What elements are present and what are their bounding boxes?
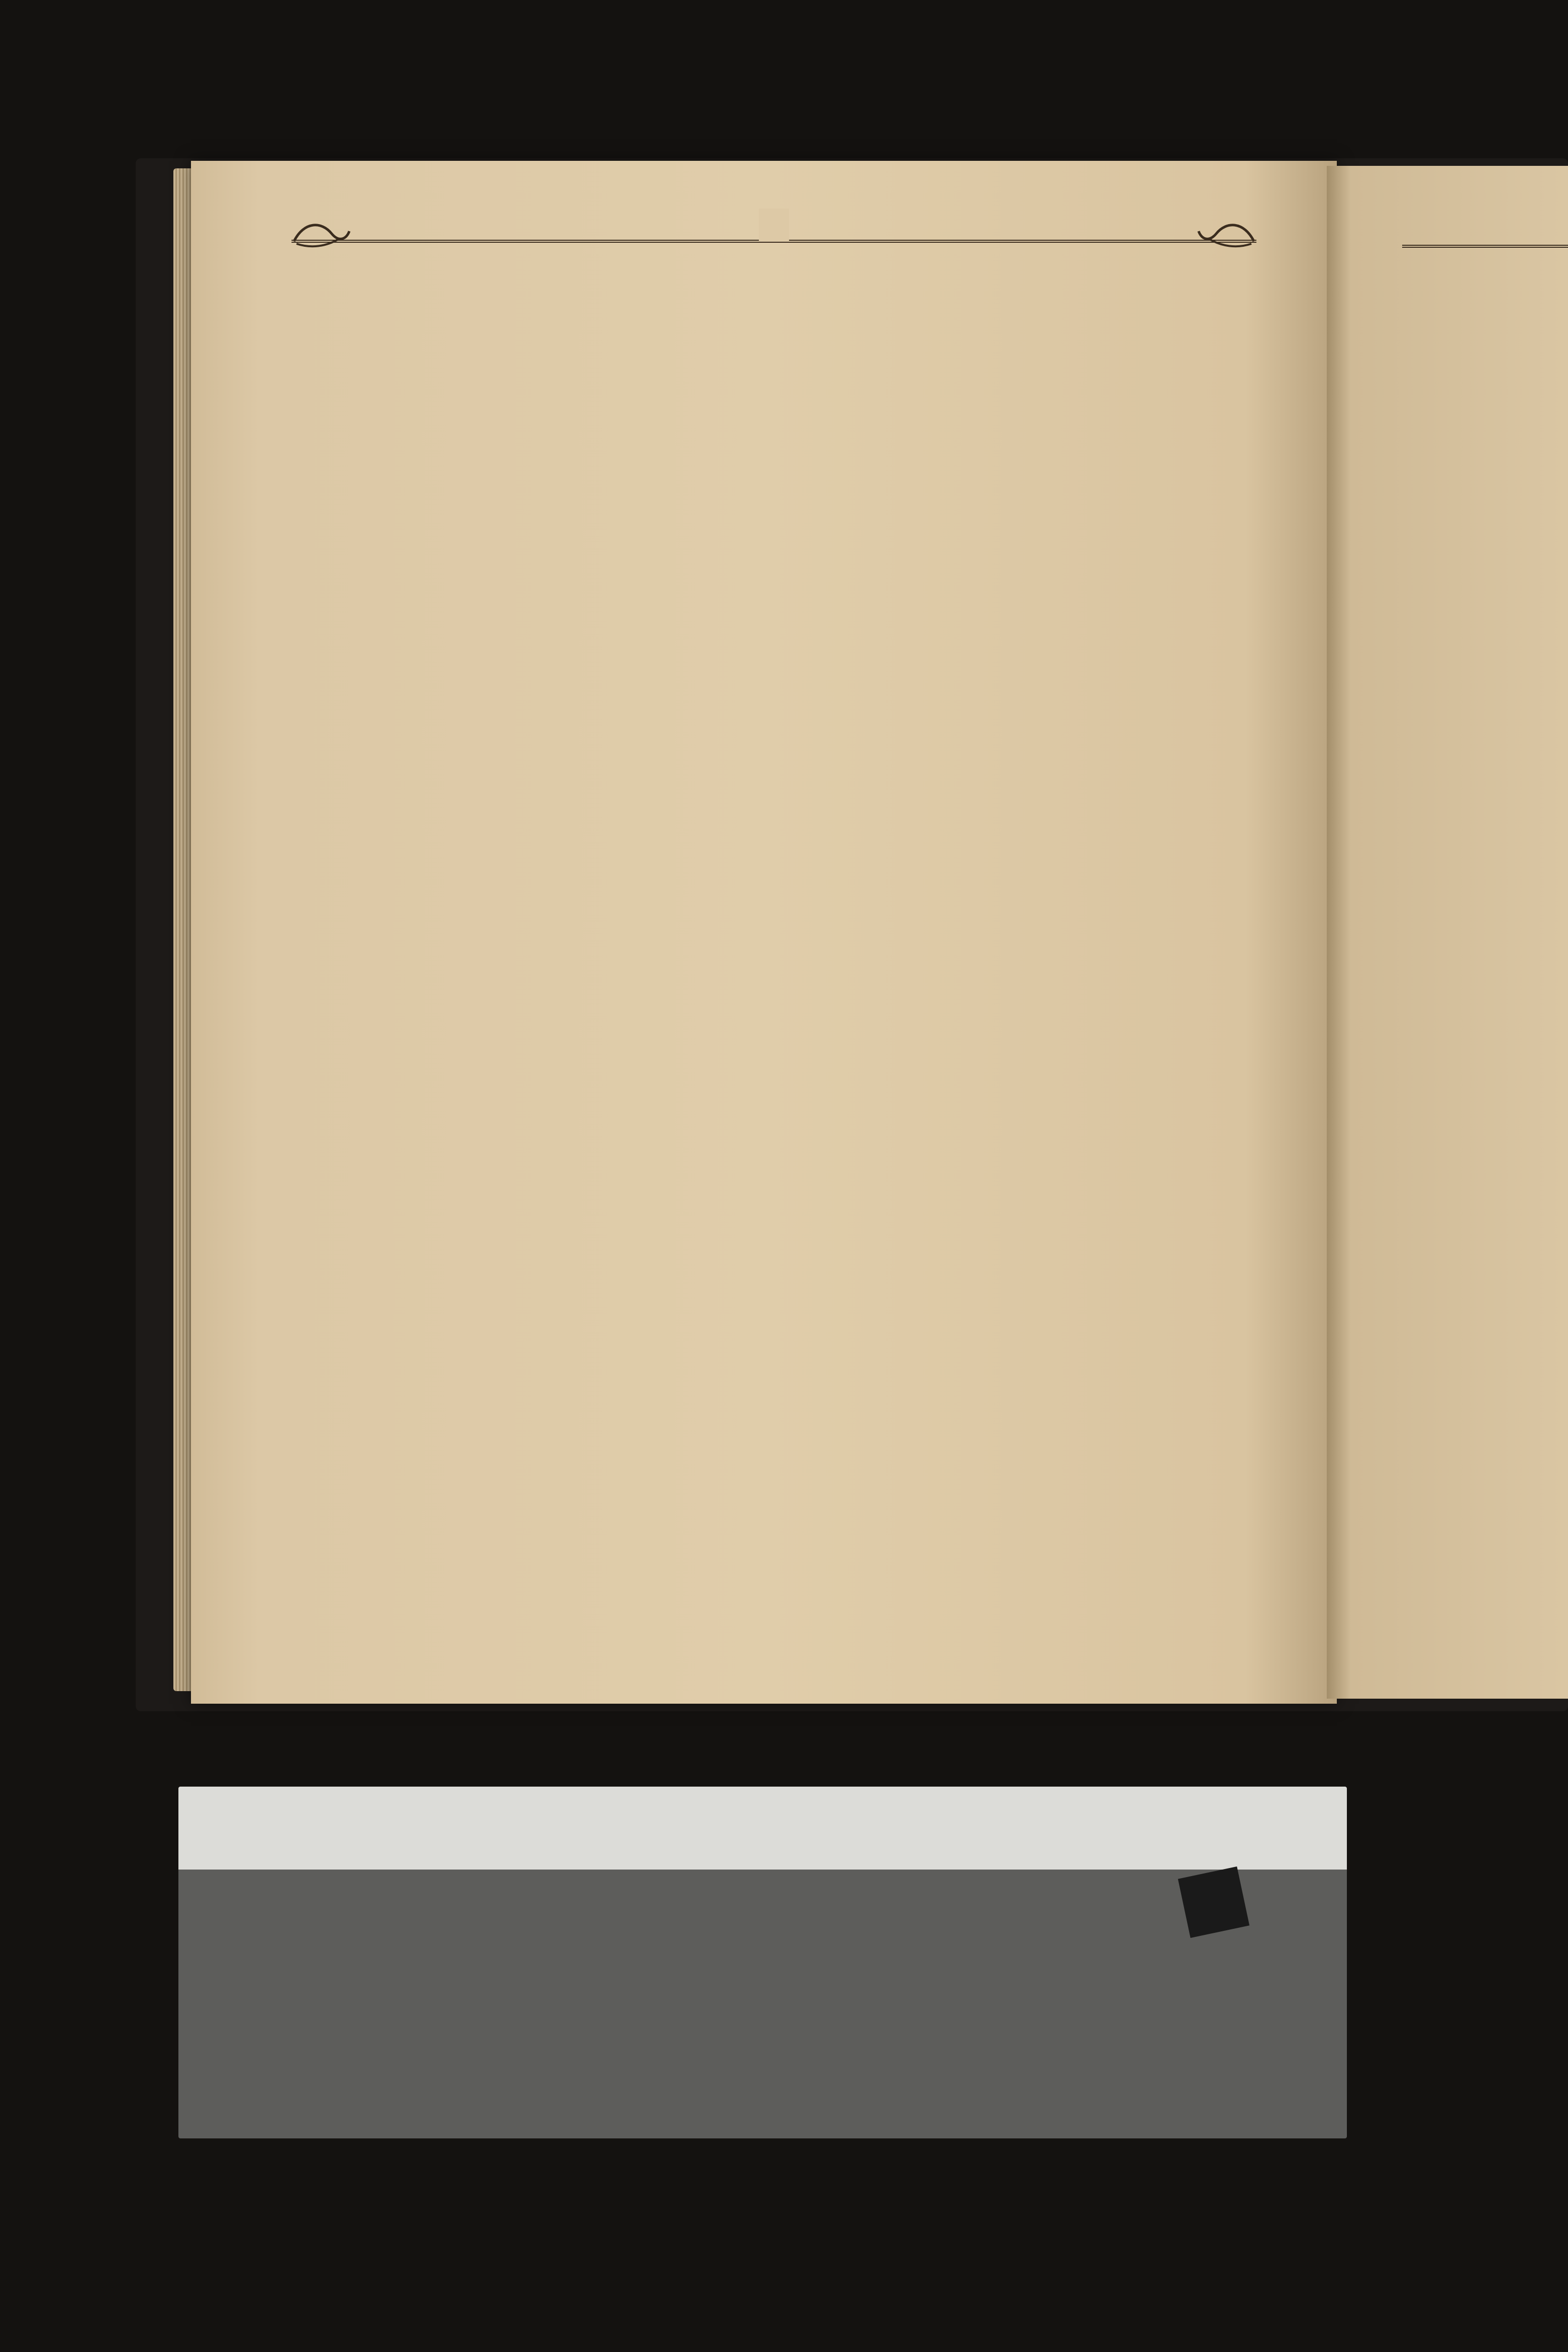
right-head-rule — [1402, 245, 1568, 278]
running-head — [291, 209, 1256, 264]
swatch-row-dark — [178, 2072, 1347, 2138]
colour-chart — [178, 1787, 1347, 2138]
right-column — [774, 274, 1241, 283]
swatch-labels — [178, 1940, 1347, 1970]
running-head-title — [291, 209, 1256, 241]
danes-picta-logo-icon — [1178, 1867, 1249, 1938]
running-head-text — [759, 209, 789, 241]
left-page — [191, 161, 1337, 1704]
right-page-partial — [1327, 166, 1568, 1699]
swatch-row-light — [178, 1977, 1347, 2072]
left-column — [289, 274, 756, 283]
ruler — [178, 1787, 1347, 1870]
